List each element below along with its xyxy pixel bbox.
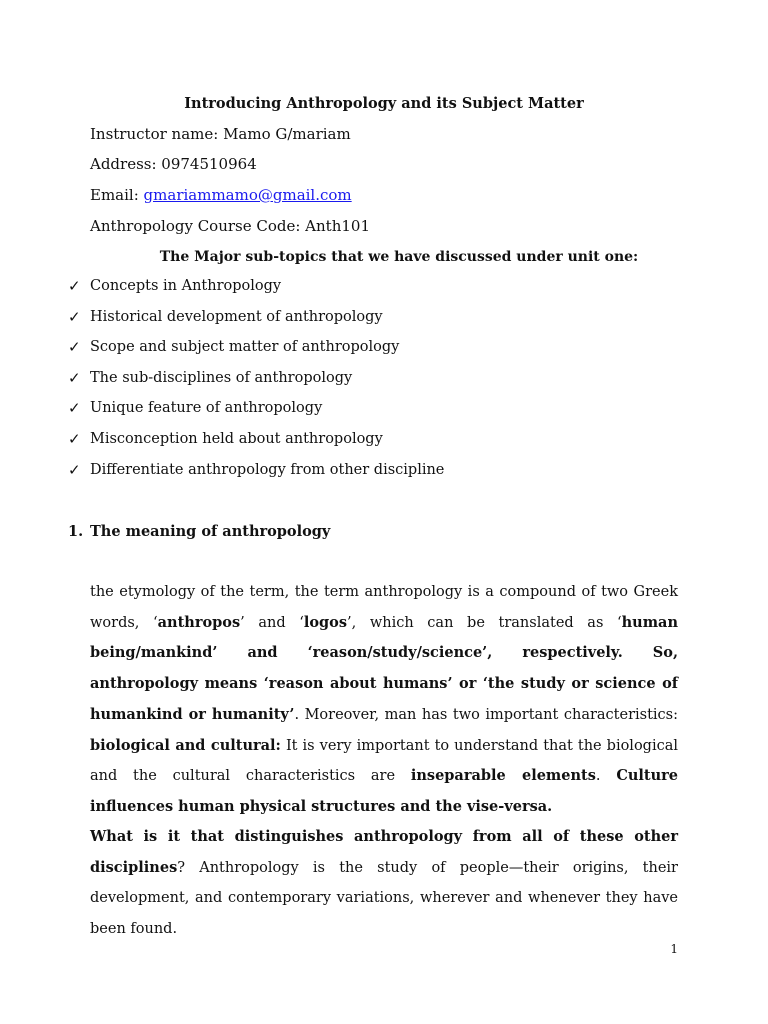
page-number: 1	[670, 942, 678, 956]
check-icon: ✓	[68, 368, 81, 387]
instructor-name: Instructor name: Mamo G/mariam	[90, 125, 351, 143]
answer-text: Anthropology is the study of people—their origins, their development, and contemporary variations, wherever and whenever they have been found.	[90, 859, 678, 938]
topic-label: Historical development of anthropology	[90, 308, 383, 325]
bold-term: logos	[303, 613, 347, 631]
topic-label: Misconception held about anthropology	[90, 430, 383, 447]
check-icon: ✓	[68, 399, 81, 418]
topic-label: Scope and subject matter of anthropology	[90, 339, 400, 356]
section-heading	[68, 523, 330, 540]
paragraph-text: .	[595, 768, 617, 785]
bold-term: biological and cultural:	[90, 736, 281, 754]
distinction-paragraph	[90, 822, 678, 945]
paragraph-text: It is very important to understand that the biological and the cultural characteristics are	[90, 737, 678, 785]
etymology-paragraph	[90, 577, 678, 823]
email-label: Email:	[90, 186, 144, 204]
email-line	[90, 186, 352, 204]
check-icon: ✓	[68, 307, 81, 326]
question-mark: ?	[177, 859, 186, 876]
bold-term: anthropos	[157, 613, 241, 631]
document-title: Introducing Anthropology and its Subject Matter	[184, 95, 584, 112]
topic-label: The sub-disciplines of anthropology	[90, 369, 353, 386]
bold-term: inseparable elements	[410, 767, 596, 785]
check-icon: ✓	[68, 338, 81, 357]
bold-term: human being/mankind’ and ‘reason/study/science’, respectively. So, anthropology means ‘reason about humans’ or ‘the study or science of humankind or humanity’	[90, 613, 678, 723]
check-icon: ✓	[68, 429, 81, 448]
section-number: 1.	[68, 523, 84, 540]
section-title: The meaning of anthropology	[90, 523, 331, 540]
course-code: Anthropology Course Code: Anth101	[90, 217, 370, 235]
topic-label: Differentiate anthropology from other discipline	[90, 461, 445, 478]
question-text: What is it that distinguishes anthropology from all of these other disciplines	[90, 828, 678, 876]
paragraph-text: . Moreover, man has two important characteristics:	[294, 706, 678, 723]
check-icon: ✓	[68, 277, 81, 295]
bold-term: Culture influences human physical structures and the vise-versa.	[90, 767, 679, 815]
email-link[interactable]: gmariammamo@gmail.com	[143, 186, 352, 204]
topic-label: Concepts in Anthropology	[90, 278, 282, 294]
address-line: Address: 0974510964	[90, 155, 257, 173]
check-icon: ✓	[68, 460, 81, 479]
subtopics-heading: The Major sub-topics that we have discussed under unit one:	[159, 249, 639, 265]
paragraph-text: ’ and ‘	[240, 614, 304, 631]
paragraph-text: ’, which can be translated as ‘	[347, 614, 622, 631]
paragraph-text: the etymology of the term, the term anthropology is a compound of two Greek words, ‘	[90, 584, 678, 631]
topic-label: Unique feature of anthropology	[90, 400, 323, 417]
